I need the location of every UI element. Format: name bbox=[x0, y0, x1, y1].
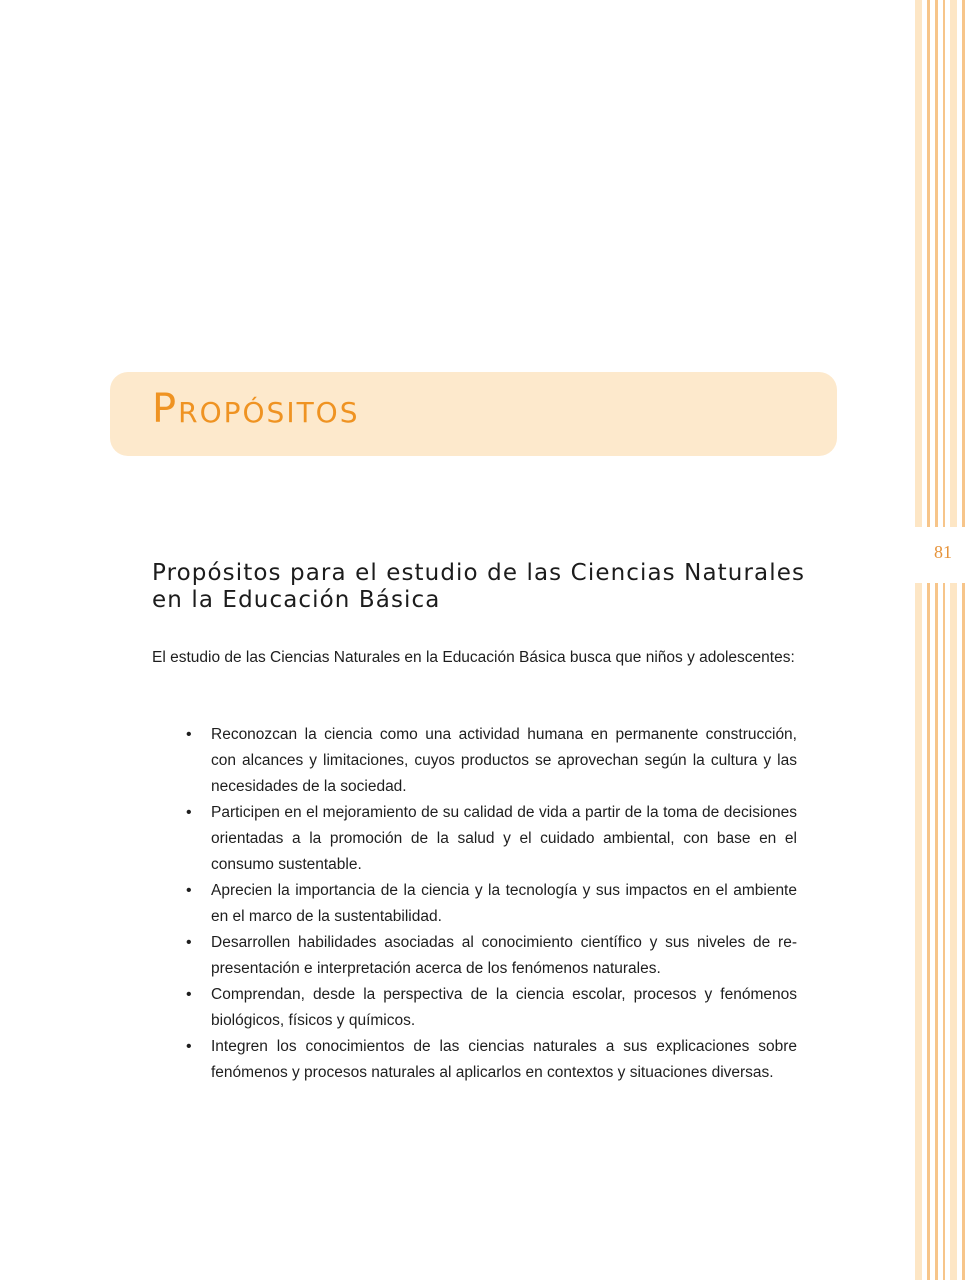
margin-stripe bbox=[915, 0, 922, 1280]
margin-stripe bbox=[927, 0, 930, 1280]
purpose-item bbox=[186, 1034, 797, 1086]
bullet-icon: • bbox=[186, 804, 192, 821]
purpose-text: Aprecien la importancia de la ciencia y la tecnología y sus impactos en el ambiente en el marco de la sustentabilidad. bbox=[211, 882, 797, 925]
bullet-icon: • bbox=[186, 882, 192, 899]
section-banner bbox=[110, 372, 837, 456]
purpose-item bbox=[186, 982, 797, 1034]
purposes-list bbox=[186, 722, 797, 1086]
bullet-icon: • bbox=[186, 726, 192, 743]
purpose-item bbox=[186, 722, 797, 800]
margin-stripe bbox=[962, 0, 965, 1280]
bullet-icon: • bbox=[186, 986, 192, 1003]
margin-stripe bbox=[943, 0, 945, 1280]
intro-paragraph: El estudio de las Ciencias Naturales en la Educación Básica busca que niños y adolescentes: bbox=[152, 649, 795, 666]
purpose-text: Participen en el mejoramiento de su calidad de vida a partir de la toma de decisiones orientadas a la promoción de la salud y el cuidado ambiental, con base en el consumo sustentable. bbox=[211, 804, 797, 873]
bullet-icon: • bbox=[186, 1038, 192, 1055]
section-heading: Propósitos para el estudio de las Ciencias Naturales en la Educación Básica bbox=[152, 560, 806, 613]
purpose-text: Integren los conocimientos de las ciencias naturales a sus explicaciones sobre fenómenos y procesos naturales al aplicarlos en contextos y situaciones diversas. bbox=[211, 1038, 797, 1081]
purpose-text: Comprendan, desde la perspectiva de la ciencia escolar, procesos y fenómenos biológicos, físicos y químicos. bbox=[211, 986, 797, 1029]
margin-stripe bbox=[950, 0, 957, 1280]
purpose-item bbox=[186, 800, 797, 878]
banner-title: Propósitos bbox=[152, 386, 360, 432]
margin-stripe bbox=[935, 0, 938, 1280]
purpose-text: Reconozcan la ciencia como una actividad humana en permanente construcción, con alcances y limitaciones, cuyos productos se aprovechan según la cultura y las necesidades de la sociedad. bbox=[211, 726, 797, 795]
page-number: 81 bbox=[934, 542, 952, 562]
purpose-item bbox=[186, 878, 797, 930]
bullet-icon: • bbox=[186, 934, 192, 951]
purpose-text: Desarrollen habilidades asociadas al conocimiento científico y sus niveles de representación e interpretación acerca de los fenómenos naturales. bbox=[211, 934, 797, 977]
purpose-item bbox=[186, 930, 797, 982]
